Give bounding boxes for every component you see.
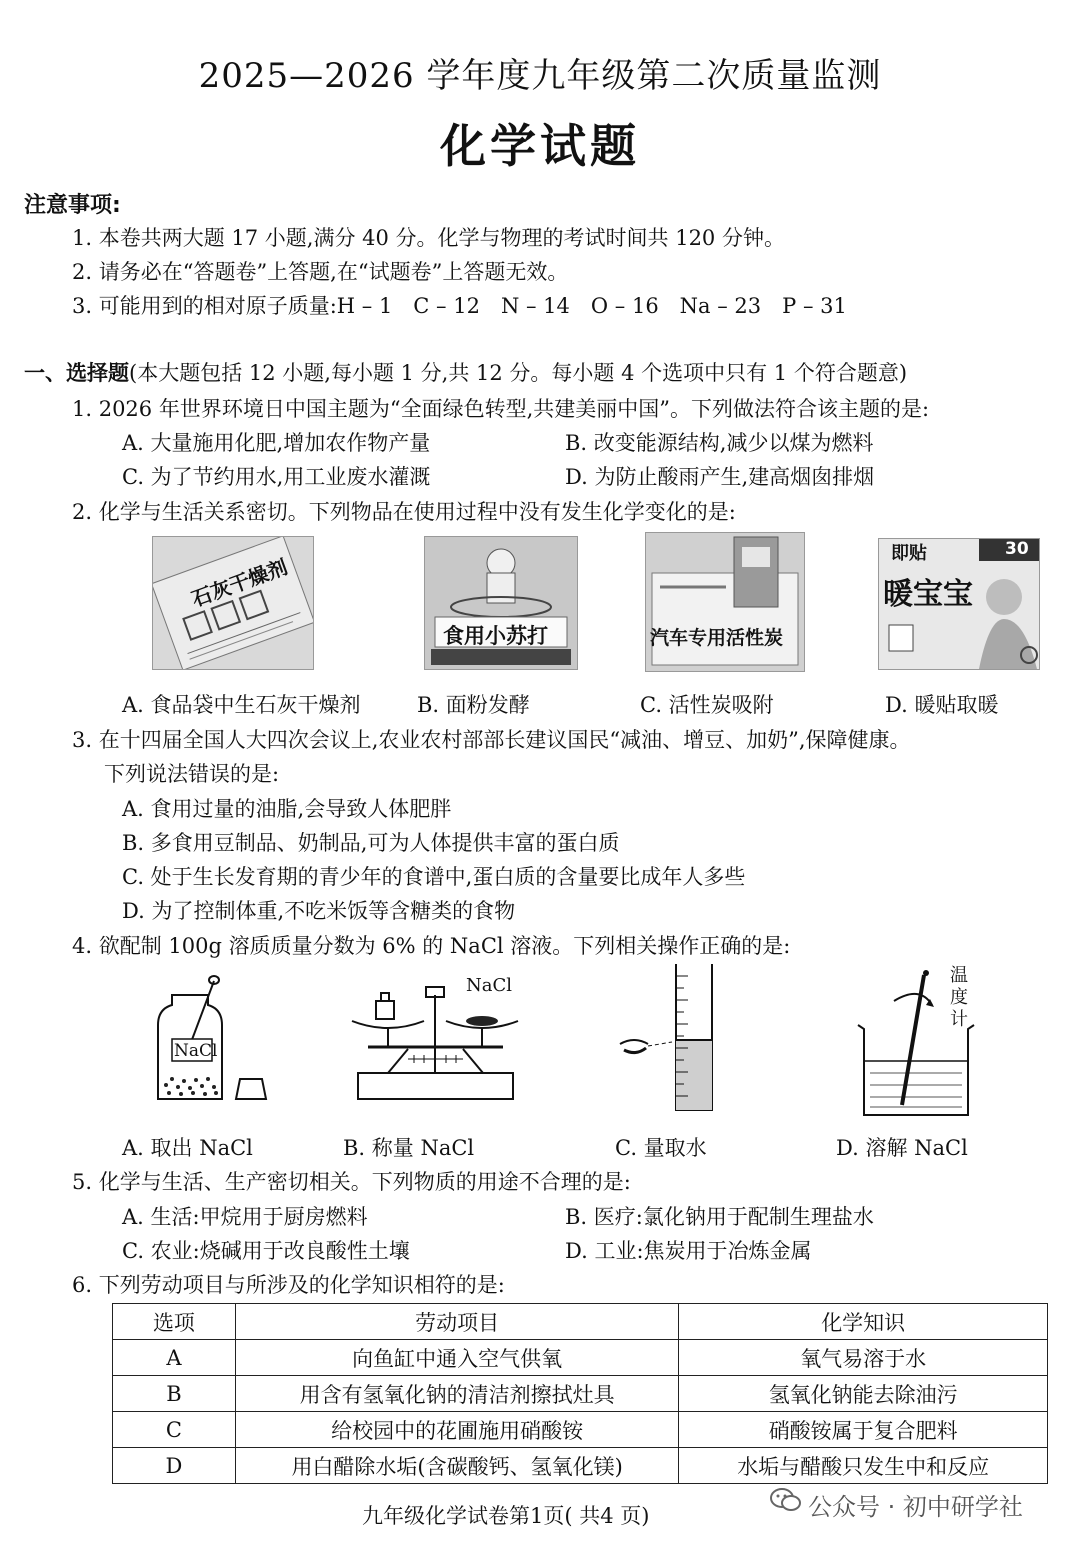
q2-option-b: B. 面粉发酵	[417, 693, 530, 717]
q3-stem: 3. 在十四届全国人大四次会议上,农业农村部部长建议国民“减油、增豆、加奶”,保障健康。	[72, 728, 911, 752]
subject-title: 化学试题	[440, 119, 640, 173]
wechat-icon	[770, 1487, 802, 1513]
q2-option-a: A. 食品袋中生石灰干燥剂	[122, 693, 361, 717]
jar-label: NaCl	[174, 1041, 218, 1061]
table-cell: 向鱼缸中通入空气供氧	[235, 1340, 679, 1376]
table-header-option: 选项	[113, 1304, 236, 1340]
table-cell: 用白醋除水垢(含碳酸钙、氢氧化镁)	[235, 1448, 679, 1484]
table-row	[113, 1448, 1048, 1484]
q4-stem: 4. 欲配制 100g 溶质质量分数为 6% 的 NaCl 溶液。下列相关操作正确的是:	[72, 934, 791, 958]
section1-heading-rest: (本大题包括 12 小题,每小题 1 分,共 12 分。每小题 4 个选项中只有 1 个符合题意)	[129, 361, 908, 385]
q4-option-c: C. 量取水	[615, 1136, 707, 1160]
q3-option-d: D. 为了控制体重,不吃米饭等含糖类的食物	[122, 899, 516, 923]
activated-carbon-label: 汽车专用活性炭	[650, 627, 784, 649]
table-row	[113, 1412, 1048, 1448]
table-cell: D	[113, 1448, 236, 1484]
q4-option-b: B. 称量 NaCl	[343, 1136, 475, 1160]
q5-option-a: A. 生活:甲烷用于厨房燃料	[122, 1205, 368, 1229]
table-cell: 硝酸铵属于复合肥料	[679, 1412, 1048, 1448]
table-cell: B	[113, 1376, 236, 1412]
q5-option-b: B. 医疗:氯化钠用于配制生理盐水	[565, 1205, 874, 1229]
q5-option-c: C. 农业:烧碱用于改良酸性土壤	[122, 1239, 410, 1263]
q1-option-c: C. 为了节约用水,用工业废水灌溉	[122, 465, 431, 489]
q5-option-d: D. 工业:焦炭用于冶炼金属	[565, 1239, 812, 1263]
q3-option-b: B. 多食用豆制品、奶制品,可为人体提供丰富的蛋白质	[122, 831, 620, 855]
hand-warmer-label: 暖宝宝	[883, 577, 973, 612]
table-cell: A	[113, 1340, 236, 1376]
thermometer-label-char-2: 度	[950, 987, 968, 1008]
q1-option-b: B. 改变能源结构,减少以煤为燃料	[565, 431, 874, 455]
hand-warmer-image	[878, 538, 1040, 670]
table-cell: C	[113, 1412, 236, 1448]
q4-beaker-diagram	[850, 965, 980, 1120]
page-footer: 九年级化学试卷第1页( 共4 页)	[362, 1504, 650, 1528]
note-item-1: 1. 本卷共两大题 17 小题,满分 40 分。化学与物理的考试时间共 120 分钟。	[72, 226, 785, 250]
table-row	[113, 1340, 1048, 1376]
table-cell: 用含有氢氧化钠的清洁剂擦拭灶具	[235, 1376, 679, 1412]
q1-stem: 1. 2026 年世界环境日中国主题为“全面绿色转型,共建美丽中国”。下列做法符合该主题的是:	[72, 397, 930, 421]
baking-soda-label: 食用小苏打	[443, 624, 548, 648]
q2-stem: 2. 化学与生活关系密切。下列物品在使用过程中没有发生化学变化的是:	[72, 500, 736, 524]
q2-option-d: D. 暖贴取暖	[885, 693, 999, 717]
table-row	[113, 1376, 1048, 1412]
thermometer-label-char-3: 计	[950, 1009, 968, 1030]
thermometer-label-char-1: 温	[950, 965, 968, 986]
q4-option-d: D. 溶解 NaCl	[836, 1136, 968, 1160]
desiccant-image	[152, 536, 314, 670]
q6-stem: 6. 下列劳动项目与所涉及的化学知识相符的是:	[72, 1273, 505, 1297]
desiccant-image-art	[153, 537, 313, 669]
q4-jar-diagram	[150, 975, 275, 1105]
baking-soda-image	[424, 536, 578, 670]
thermometer-label	[950, 965, 968, 1031]
table-header-row	[113, 1304, 1048, 1340]
q4-option-a: A. 取出 NaCl	[122, 1136, 253, 1160]
note-item-3: 3. 可能用到的相对原子质量:H – 1 C – 12 N – 14 O – 16 Na – 23 P – 31	[72, 294, 847, 318]
q4-balance-diagram	[348, 975, 523, 1105]
table-header-labor: 劳动项目	[235, 1304, 679, 1340]
q3-option-c: C. 处于生长发育期的青少年的食谱中,蛋白质的含量要比成年人多些	[122, 865, 746, 889]
notes-heading: 注意事项:	[24, 193, 121, 218]
q4-cylinder-diagram	[612, 962, 727, 1117]
hand-warmer-top-label: 即贴	[891, 543, 927, 564]
scale-label: NaCl	[466, 975, 513, 996]
activated-carbon-image	[645, 532, 805, 672]
q3-option-a: A. 食用过量的油脂,会导致人体肥胖	[122, 797, 452, 821]
table-cell: 氢氧化钠能去除油污	[679, 1376, 1048, 1412]
table-cell: 氧气易溶于水	[679, 1340, 1048, 1376]
activated-carbon-image-art	[646, 533, 804, 671]
section1-heading-bold: 一、选择题	[24, 361, 129, 385]
q2-option-c: C. 活性炭吸附	[640, 693, 774, 717]
note-item-2: 2. 请务必在“答题卷”上答题,在“试题卷”上答题无效。	[72, 260, 569, 284]
section1-heading	[24, 357, 907, 387]
exam-title: 2025—2026 学年度九年级第二次质量监测	[198, 56, 882, 96]
table-cell: 水垢与醋酸只发生中和反应	[679, 1448, 1048, 1484]
jar-drawing	[150, 975, 275, 1105]
q1-option-a: A. 大量施用化肥,增加农作物产量	[122, 431, 431, 455]
watermark: 公众号 · 初中研学社	[808, 1493, 1023, 1521]
q5-stem: 5. 化学与生活、生产密切相关。下列物质的用途不合理的是:	[72, 1170, 631, 1194]
q6-table	[112, 1303, 1048, 1484]
desiccant-label: 石灰干燥剂	[188, 554, 291, 612]
hand-warmer-badge: 30	[1005, 539, 1029, 559]
q1-option-d: D. 为防止酸雨产生,建高烟囱排烟	[565, 465, 875, 489]
table-header-knowledge: 化学知识	[679, 1304, 1048, 1340]
cylinder-drawing	[612, 962, 727, 1117]
table-cell: 给校园中的花圃施用硝酸铵	[235, 1412, 679, 1448]
q3-stem-2: 下列说法错误的是:	[104, 762, 280, 786]
